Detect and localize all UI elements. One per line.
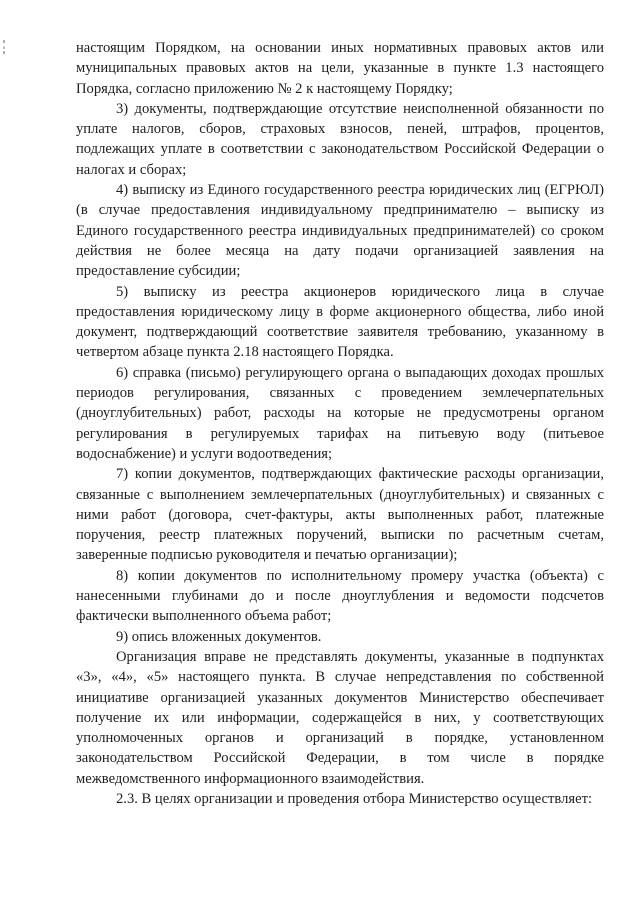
document-page <box>76 38 604 809</box>
paragraph-item-5: 5) выписку из реестра акционеров юридического лица в случае предоставления юридическому лицу в форме акционерного общества, либо иной документ, подтверждающий соответствие заявителя требованию, указанному в четвертом абзаце пункта 2.18 настоящего Порядка. <box>76 283 604 361</box>
paragraph-item-7: 7) копии документов, подтверждающих фактические расходы организации, связанные с выполнением землечерпательных (дноуглубительных) и связанных с ними работ (договора, счет-фактуры, акты выполненных работ, платежные поручения, реестр платежных поручений, выписки по расчетным счетам, заверенные подписью руководителя и печатью организации); <box>76 466 604 564</box>
paragraph-item-9: 9) опись вложенных документов. <box>116 628 322 645</box>
paragraph-continuation: настоящим Порядком, на основании иных нормативных правовых актов или муниципальных правовых актов на цели, указанные в пункте 1.3 настоящего Порядка, согласно приложению № 2 к настоящему Порядку; <box>76 40 604 97</box>
paragraph-item-3: 3) документы, подтверждающие отсутствие неисполненной обязанности по уплате налогов, сборов, страховых взносов, пеней, штрафов, процентов, подлежащих уплате в соответствии с законодательством Российской Федерации о налогах и сборах; <box>76 100 604 178</box>
paragraph-optional-documents: Организация вправе не представлять документы, указанные в подпунктах «3», «4», «5» настоящего пункта. В случае непредставления по собственной инициативе организацией указанных документов Министерство обеспечивает получение их или информации, содержащейся в них, у соответствующих уполномоченных органов и организаций в порядке, установленном законодательством Российской Федерации, в том числе в порядке межведомственного информационного взаимодействия. <box>76 648 604 787</box>
paragraph-item-8: 8) копии документов по исполнительному промеру участка (объекта) с нанесенными глубинами до и после дноуглубления и ведомости подсчетов фактически выполненного объема работ; <box>76 567 604 625</box>
paragraph-section-2-3: 2.3. В целях организации и проведения отбора Министерство осуществляет: <box>116 790 593 807</box>
scan-edge-mark <box>3 40 5 54</box>
paragraph-item-4: 4) выписку из Единого государственного реестра юридических лиц (ЕГРЮЛ) (в случае предоставления индивидуальному предпринимателю – выписку из Единого государственного реестра индивидуальных предпринимателей) со сроком действия не более месяца на дату подачи организацией заявления на предоставление субсидии; <box>76 182 604 280</box>
paragraph-item-6: 6) справка (письмо) регулирующего органа о выпадающих доходах прошлых периодов регулирования, связанных с проведением землечерпательных (дноуглубительных) работ, расходы на которые не предусмотрены органом регулирования в регулируемых тарифах на питьевую воду (питьевое водоснабжение) и услуги водоотведения; <box>76 364 604 462</box>
